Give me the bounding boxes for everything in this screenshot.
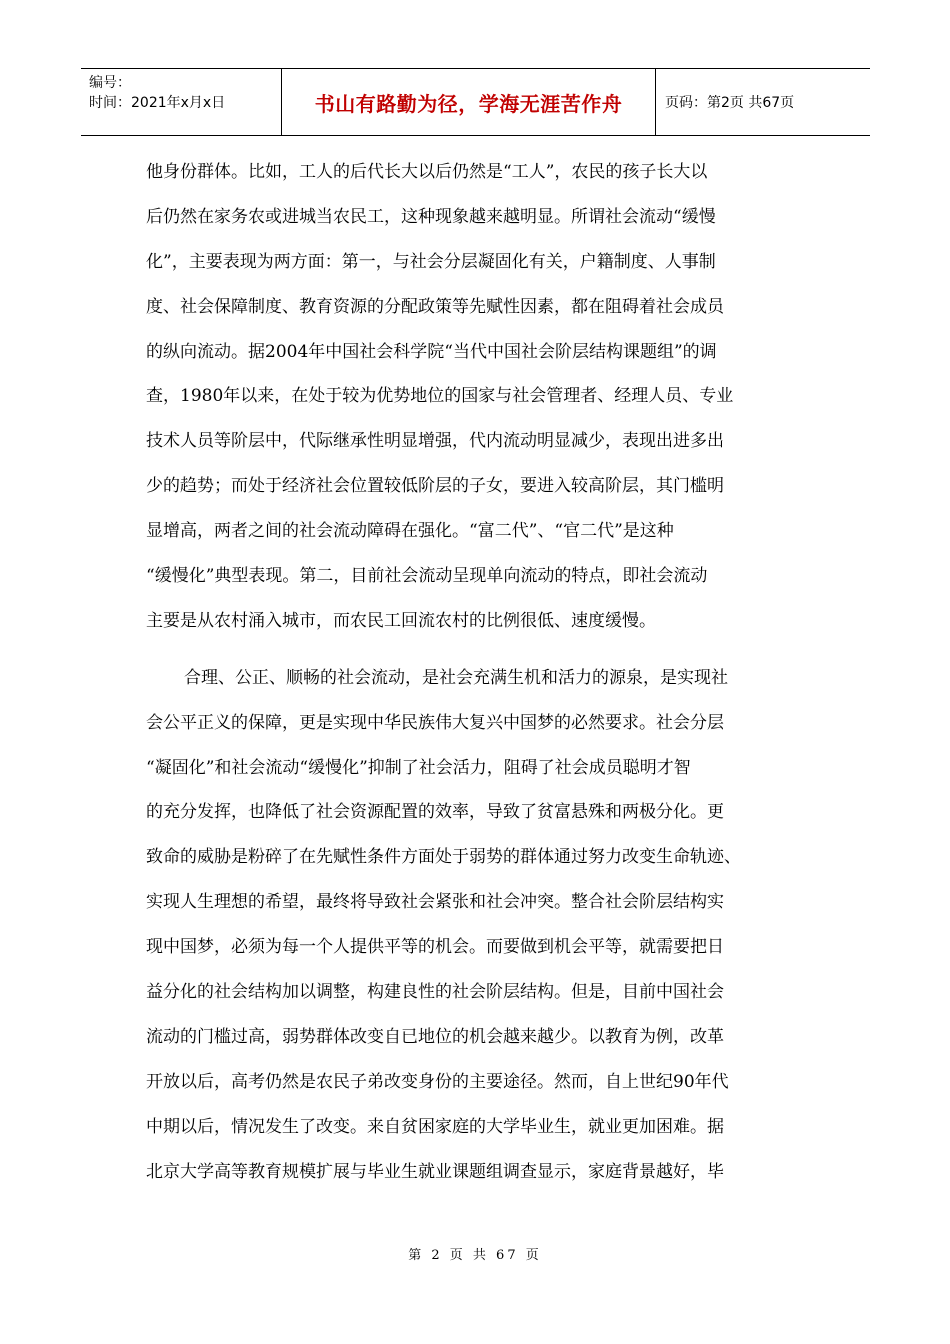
text-line: 化”，主要表现为两方面：第一，与社会分层凝固化有关，户籍制度、人事制 [146, 251, 716, 272]
text-line: 后仍然在家务农或进城当农民工，这种现象越来越明显。所谓社会流动“缓慢 [146, 206, 716, 227]
text-line: “缓慢化”典型表现。第二，目前社会流动呈现单向流动的特点，即社会流动 [146, 566, 708, 587]
document-body [146, 150, 814, 1194]
header-page-info: 页码：第2页 共67页 [665, 95, 795, 111]
page-header [81, 68, 870, 136]
text-line: 他身份群体。比如，工人的后代长大以后仍然是“工人”，农民的孩子长大以 [146, 162, 708, 182]
text-line: 北京大学高等教育规模扩展与毕业生就业课题组调查显示，家庭背景越好，毕 [146, 1161, 724, 1182]
text-line: “凝固化”和社会流动“缓慢化”抑制了社会活力，阻碍了社会成员聪明才智 [146, 757, 691, 778]
text-line: 中期以后，情况发生了改变。来自贫困家庭的大学毕业生，就业更加困难。据 [146, 1116, 724, 1137]
header-motto: 书山有路勤为径，学海无涯苦作舟 [282, 69, 656, 135]
doc-time-label: 时间：2021年x月x日 [89, 95, 226, 111]
text-line: 的充分发挥，也降低了社会资源配置的效率，导致了贫富悬殊和两极分化。更 [146, 802, 724, 823]
text-line: 开放以后，高考仍然是农民子弟改变身份的主要途径。然而，自上世纪90年代 [146, 1071, 729, 1092]
text-line: 现中国梦，必须为每一个人提供平等的机会。而要做到机会平等，就需要把日 [146, 937, 724, 958]
text-line: 合理、公正、顺畅的社会流动，是社会充满生机和活力的源泉，是实现社 [184, 667, 728, 688]
text-line: 流动的门槛过高，弱势群体改变自已地位的机会越来越少。以教育为例，改革 [146, 1026, 724, 1047]
text-line: 主要是从农村涌入城市，而农民工回流农村的比例很低、速度缓慢。 [146, 610, 656, 631]
text-line: 益分化的社会结构加以调整，构建良性的社会阶层结构。但是，目前中国社会 [146, 982, 724, 1003]
page-footer: 第 2 页 共 67 页 [408, 1248, 542, 1263]
paragraph-2 [146, 656, 814, 1195]
text-line: 度、社会保障制度、教育资源的分配政策等先赋性因素，都在阻碍着社会成员 [146, 296, 724, 317]
text-line: 技术人员等阶层中，代际继承性明显增强，代内流动明显减少，表现出进多出 [146, 431, 724, 452]
header-meta-cell [81, 69, 282, 135]
text-line: 查，1980年以来，在处于较为优势地位的国家与社会管理者、经理人员、专业 [146, 386, 734, 407]
doc-number-label: 编号： [89, 75, 131, 91]
text-line: 显增高，两者之间的社会流动障碍在强化。“富二代”、“官二代”是这种 [146, 521, 674, 542]
text-line: 致命的威胁是粉碎了在先赋性条件方面处于弱势的群体通过努力改变生命轨迹、 [146, 847, 741, 868]
text-line: 少的趋势；而处于经济社会位置较低阶层的子女，要进入较高阶层，其门槛明 [146, 476, 724, 497]
paragraph-1 [146, 150, 814, 644]
text-line: 的纵向流动。据2004年中国社会科学院“当代中国社会阶层结构课题组”的调 [146, 341, 717, 362]
text-line: 实现人生理想的希望，最终将导致社会紧张和社会冲突。整合社会阶层结构实 [146, 892, 724, 913]
text-line: 会公平正义的保障，更是实现中华民族伟大复兴中国梦的必然要求。社会分层 [146, 712, 724, 733]
